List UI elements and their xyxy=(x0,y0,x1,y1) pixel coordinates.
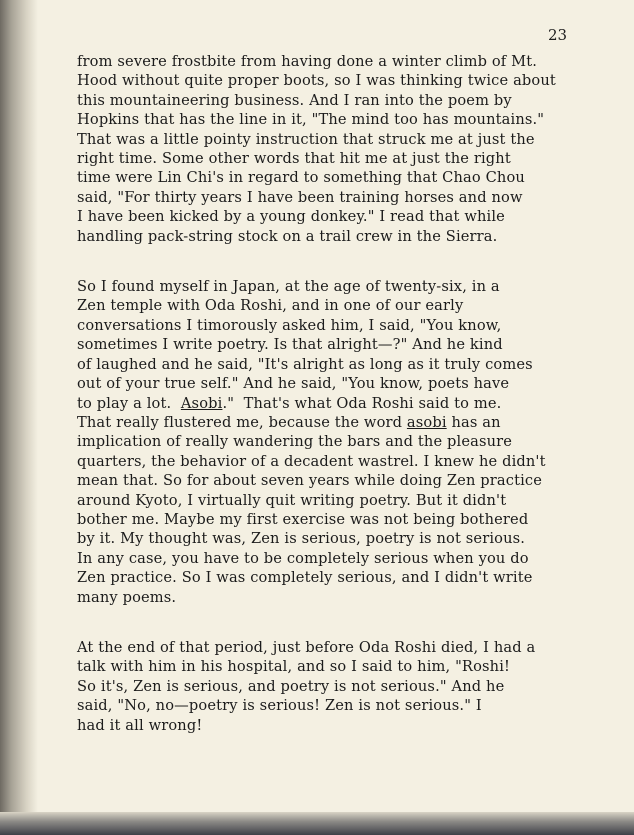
text-line-with-underline xyxy=(77,394,607,413)
paragraph-3 xyxy=(77,638,607,735)
text-line: said, "No, no—poetry is serious! Zen is not serious." I xyxy=(77,697,482,715)
text-line: many poems. xyxy=(77,588,177,606)
text-line: bother me. Maybe my first exercise was not being bothered xyxy=(77,510,529,528)
text-line: That was a little pointy instruction that struck me at just the xyxy=(77,130,535,148)
text-line: this mountaineering business. And I ran into the poem by xyxy=(77,91,512,109)
text-line: At the end of that period, just before Oda Roshi died, I had a xyxy=(77,638,536,656)
text-fragment: has an xyxy=(446,413,501,431)
text-line: talk with him in his hospital, and so I said to him, "Roshi! xyxy=(77,658,511,676)
text-line: So I found myself in Japan, at the age of twenty-six, in a xyxy=(77,278,500,296)
paragraph-2 xyxy=(77,277,607,607)
underlined-word-asobi: asobi xyxy=(406,413,447,431)
text-line: sometimes I write poetry. Is that alright—?" And he kind xyxy=(77,336,503,354)
text-line: So it's, Zen is serious, and poetry is not serious." And he xyxy=(77,677,505,695)
body-text xyxy=(77,52,607,766)
page-number: 23 xyxy=(548,26,568,44)
text-line: quarters, the behavior of a decadent wastrel. I knew he didn't xyxy=(77,452,546,470)
text-line: by it. My thought was, Zen is serious, poetry is not serious. xyxy=(77,530,526,548)
text-line: had it all wrong! xyxy=(77,716,203,734)
book-bottom-edge xyxy=(0,812,634,835)
text-fragment: ." That's what Oda Roshi said to me. xyxy=(222,394,502,412)
text-line: of laughed and he said, "It's alright as long as it truly comes xyxy=(77,355,533,373)
text-line: around Kyoto, I virtually quit writing poetry. But it didn't xyxy=(77,491,507,509)
book-spine-shadow xyxy=(0,0,38,835)
text-line: implication of really wandering the bars and the pleasure xyxy=(77,433,513,451)
text-line: In any case, you have to be completely serious when you do xyxy=(77,549,529,567)
text-line: handling pack-string stock on a trail crew in the Sierra. xyxy=(77,227,498,245)
text-line: Zen practice. So I was completely serious, and I didn't write xyxy=(77,569,533,587)
text-fragment: That really flustered me, because the word xyxy=(77,413,407,431)
text-line: said, "For thirty years I have been training horses and now xyxy=(77,188,523,206)
text-line: I have been kicked by a young donkey." I read that while xyxy=(77,208,505,226)
text-fragment: to play a lot. xyxy=(77,394,181,412)
text-line: out of your true self." And he said, "You know, poets have xyxy=(77,375,510,393)
text-line: Hopkins that has the line in it, "The mind too has mountains." xyxy=(77,111,545,129)
text-line: Hood without quite proper boots, so I was thinking twice about xyxy=(77,72,556,90)
text-line: right time. Some other words that hit me at just the right xyxy=(77,150,511,168)
text-line: conversations I timorously asked him, I said, "You know, xyxy=(77,316,502,334)
text-line: time were Lin Chi's in regard to something that Chao Chou xyxy=(77,169,525,187)
text-line-with-underline xyxy=(77,413,607,432)
text-line: from severe frostbite from having done a winter climb of Mt. xyxy=(77,53,538,70)
underlined-word-asobi: Asobi xyxy=(180,394,223,412)
paragraph-1 xyxy=(77,52,607,246)
text-line: Zen temple with Oda Roshi, and in one of our early xyxy=(77,297,464,315)
text-line: mean that. So for about seven years while doing Zen practice xyxy=(77,472,543,490)
